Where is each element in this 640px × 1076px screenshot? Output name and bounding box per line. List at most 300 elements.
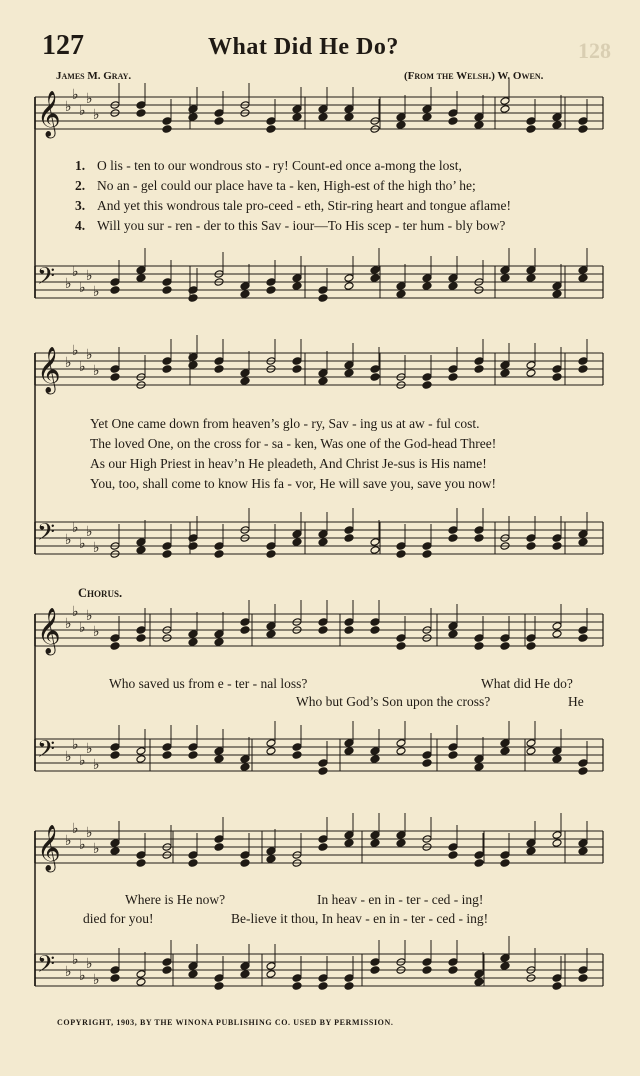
note-head	[552, 113, 562, 122]
note-head	[448, 117, 458, 126]
note-head	[214, 550, 224, 559]
flat-icon: ♭	[79, 753, 86, 769]
flat-icon: ♭	[65, 99, 72, 115]
note-head	[136, 978, 146, 987]
note-head	[162, 125, 172, 134]
note-head	[136, 851, 146, 860]
note-head	[552, 839, 562, 848]
note-head	[266, 847, 276, 856]
verse-line-2-cont: The loved One, on the cross for - sa - ken, Was one of the God-head Three!	[90, 436, 497, 451]
note-head	[318, 294, 328, 303]
note-head	[136, 109, 146, 118]
note-head	[344, 526, 354, 535]
note-head	[162, 958, 172, 967]
note-head	[110, 751, 120, 760]
note-head	[370, 618, 380, 627]
note-head	[344, 113, 354, 122]
note-head	[422, 550, 432, 559]
note-head	[266, 739, 276, 748]
chorus-label: Chorus.	[78, 586, 123, 600]
note-head	[552, 121, 562, 130]
flat-icon: ♭	[72, 821, 79, 837]
note-head	[500, 859, 510, 868]
note-head	[110, 373, 120, 382]
note-head	[240, 377, 250, 386]
note-head	[136, 538, 146, 547]
flat-icon: ♭	[65, 964, 72, 980]
note-head	[136, 747, 146, 756]
flat-icon: ♭	[93, 624, 100, 640]
chorus-lyric-2b: He	[568, 694, 584, 709]
note-head	[474, 526, 484, 535]
note-head	[526, 369, 536, 378]
flat-icon: ♭	[79, 837, 86, 853]
note-head	[266, 962, 276, 971]
note-head	[240, 962, 250, 971]
note-head	[292, 974, 302, 983]
note-head	[448, 282, 458, 291]
note-head	[344, 626, 354, 635]
note-head	[344, 534, 354, 543]
note-head	[474, 357, 484, 366]
note-head	[266, 747, 276, 756]
note-head	[526, 534, 536, 543]
note-head	[500, 105, 510, 114]
flat-icon: ♭	[93, 972, 100, 988]
note-head	[448, 743, 458, 752]
note-head	[136, 755, 146, 764]
flat-icon: ♭	[79, 359, 86, 375]
note-head	[188, 743, 198, 752]
note-head	[578, 974, 588, 983]
note-head	[214, 630, 224, 639]
note-head	[188, 630, 198, 639]
note-head	[578, 125, 588, 134]
note-head	[344, 369, 354, 378]
note-head	[370, 839, 380, 848]
flat-icon: ♭	[86, 741, 93, 757]
note-head	[578, 626, 588, 635]
flat-icon: ♭	[79, 280, 86, 296]
note-head	[136, 859, 146, 868]
flat-icon: ♭	[86, 524, 93, 540]
note-head	[422, 542, 432, 551]
note-head	[292, 982, 302, 991]
note-head	[578, 274, 588, 283]
note-head	[448, 109, 458, 118]
note-head	[344, 618, 354, 627]
flat-icon: ♭	[86, 956, 93, 972]
note-head	[344, 361, 354, 370]
note-head	[318, 618, 328, 627]
note-head	[474, 755, 484, 764]
note-head	[110, 743, 120, 752]
note-head	[474, 113, 484, 122]
note-head	[578, 365, 588, 374]
note-head	[292, 282, 302, 291]
chorus-lyric-3a: Where is He now?	[125, 892, 226, 907]
note-head	[344, 739, 354, 748]
note-head	[110, 278, 120, 287]
bass-clef-icon: 𝄢	[37, 518, 56, 551]
note-head	[370, 538, 380, 547]
note-head	[552, 831, 562, 840]
note-head	[526, 542, 536, 551]
note-head	[214, 755, 224, 764]
treble-clef-icon: 𝄞	[37, 91, 61, 137]
flat-icon: ♭	[93, 841, 100, 857]
note-head	[396, 839, 406, 848]
note-head	[110, 286, 120, 295]
note-head	[422, 113, 432, 122]
note-head	[188, 962, 198, 971]
note-head	[552, 747, 562, 756]
note-head	[422, 274, 432, 283]
note-head	[448, 751, 458, 760]
note-head	[422, 966, 432, 975]
note-head	[292, 274, 302, 283]
note-head	[552, 290, 562, 299]
note-head	[318, 377, 328, 386]
note-head	[370, 274, 380, 283]
note-head	[136, 266, 146, 275]
note-head	[214, 982, 224, 991]
note-head	[292, 357, 302, 366]
note-head	[188, 851, 198, 860]
note-head	[162, 751, 172, 760]
note-head	[578, 839, 588, 848]
note-head	[422, 373, 432, 382]
note-head	[422, 751, 432, 760]
flat-icon: ♭	[93, 107, 100, 123]
note-head	[240, 290, 250, 299]
treble-clef-icon: 𝄞	[37, 347, 61, 393]
note-head	[578, 634, 588, 643]
chorus-lyric-3b: In heav - en in - ter - ced - ing!	[317, 892, 484, 907]
author-credit: James M. Gray.	[56, 70, 132, 82]
flat-icon: ♭	[72, 264, 79, 280]
note-head	[318, 530, 328, 539]
flat-icon: ♭	[72, 520, 79, 536]
note-head	[500, 97, 510, 106]
chorus-lyric-2a: Who but God’s Son upon the cross?	[296, 694, 491, 709]
note-head	[474, 642, 484, 651]
note-head	[266, 117, 276, 126]
note-head	[396, 542, 406, 551]
note-head	[526, 847, 536, 856]
note-head	[448, 526, 458, 535]
note-head	[474, 970, 484, 979]
note-head	[344, 831, 354, 840]
note-head	[578, 847, 588, 856]
note-head	[552, 630, 562, 639]
chorus-lyric-1b: What did He do?	[481, 676, 573, 691]
note-head	[110, 974, 120, 983]
note-head	[370, 373, 380, 382]
note-head	[344, 274, 354, 283]
note-head	[266, 622, 276, 631]
note-head	[578, 538, 588, 547]
note-head	[136, 101, 146, 110]
note-head	[214, 542, 224, 551]
bass-clef-icon: 𝄢	[37, 262, 56, 295]
note-head	[110, 642, 120, 651]
note-head	[136, 626, 146, 635]
flat-icon: ♭	[86, 608, 93, 624]
verse-line-4-cont: You, too, shall come to know His fa - vor, He will save you, save you now!	[90, 476, 497, 491]
flat-icon: ♭	[72, 952, 79, 968]
note-head	[266, 286, 276, 295]
flat-icon: ♭	[65, 276, 72, 292]
flat-icon: ♭	[65, 833, 72, 849]
note-head	[214, 843, 224, 852]
note-head	[292, 530, 302, 539]
note-head	[214, 109, 224, 118]
note-head	[344, 974, 354, 983]
copyright-notice: COPYRIGHT, 1903, BY THE WINONA PUBLISHING CO. USED BY PERMISSION.	[57, 1018, 394, 1027]
note-head	[266, 855, 276, 864]
flat-icon: ♭	[93, 757, 100, 773]
note-head	[344, 105, 354, 114]
note-head	[370, 747, 380, 756]
note-head	[500, 642, 510, 651]
note-head	[344, 282, 354, 291]
note-head	[552, 542, 562, 551]
note-head	[422, 958, 432, 967]
note-head	[240, 282, 250, 291]
note-head	[474, 121, 484, 130]
note-head	[266, 550, 276, 559]
note-head	[552, 282, 562, 291]
note-head	[162, 278, 172, 287]
note-head	[240, 851, 250, 860]
note-head	[214, 638, 224, 647]
note-head	[318, 369, 328, 378]
note-head	[370, 755, 380, 764]
note-head	[422, 282, 432, 291]
note-head	[448, 365, 458, 374]
hymn-title: What Did He Do?	[208, 34, 399, 60]
note-head	[240, 618, 250, 627]
note-head	[370, 626, 380, 635]
note-head	[578, 966, 588, 975]
verse-line-1: 1. O lis - ten to our wondrous sto - ry! Count-ed once a-mong the lost,	[75, 158, 462, 173]
note-head	[422, 759, 432, 768]
note-head	[188, 751, 198, 760]
note-head	[318, 835, 328, 844]
treble-clef-icon: 𝄞	[37, 608, 61, 654]
note-head	[578, 266, 588, 275]
note-head	[552, 755, 562, 764]
note-head	[240, 755, 250, 764]
note-head	[474, 365, 484, 374]
note-head	[474, 634, 484, 643]
note-head	[526, 361, 536, 370]
note-head	[240, 859, 250, 868]
note-head	[136, 634, 146, 643]
flat-icon: ♭	[65, 355, 72, 371]
note-head	[370, 365, 380, 374]
flat-icon: ♭	[93, 284, 100, 300]
note-head	[214, 835, 224, 844]
note-head	[396, 121, 406, 130]
note-head	[396, 282, 406, 291]
note-head	[448, 274, 458, 283]
note-head	[266, 970, 276, 979]
note-head	[318, 974, 328, 983]
hymn-number: 127	[42, 30, 84, 61]
note-head	[162, 542, 172, 551]
note-head	[344, 747, 354, 756]
note-head	[162, 365, 172, 374]
flat-icon: ♭	[65, 616, 72, 632]
note-head	[578, 767, 588, 776]
note-head	[500, 747, 510, 756]
note-head	[266, 125, 276, 134]
note-head	[344, 839, 354, 848]
note-head	[396, 642, 406, 651]
note-head	[526, 266, 536, 275]
bass-clef-icon: 𝄢	[37, 950, 56, 983]
flat-icon: ♭	[86, 91, 93, 107]
bleed-through-number: 128	[578, 38, 611, 63]
flat-icon: ♭	[86, 268, 93, 284]
note-head	[526, 634, 536, 643]
note-head	[448, 373, 458, 382]
note-head	[552, 373, 562, 382]
flat-icon: ♭	[65, 749, 72, 765]
flat-icon: ♭	[86, 347, 93, 363]
note-head	[318, 843, 328, 852]
note-head	[526, 747, 536, 756]
chorus-lyric-1a: Who saved us from e - ter - nal loss?	[109, 676, 308, 691]
chorus-lyric-4a: died for you!	[83, 911, 154, 926]
verse-line-4: 4. Will you sur - ren - der to this Sav - iour—To His scep - ter hum - bly bow?	[75, 218, 506, 233]
note-head	[162, 550, 172, 559]
note-head	[188, 638, 198, 647]
flat-icon: ♭	[79, 968, 86, 984]
note-head	[500, 266, 510, 275]
note-head	[318, 626, 328, 635]
note-head	[292, 751, 302, 760]
composer-credit: (From the Welsh.) W. Owen.	[404, 70, 544, 82]
note-head	[188, 970, 198, 979]
note-head	[162, 966, 172, 975]
flat-icon: ♭	[72, 87, 79, 103]
note-head	[292, 538, 302, 547]
note-head	[370, 966, 380, 975]
note-head	[500, 739, 510, 748]
note-head	[500, 274, 510, 283]
note-head	[188, 859, 198, 868]
note-head	[474, 534, 484, 543]
note-head	[214, 117, 224, 126]
note-head	[552, 622, 562, 631]
note-head	[448, 622, 458, 631]
note-head	[266, 542, 276, 551]
note-head	[552, 974, 562, 983]
note-head	[422, 105, 432, 114]
note-head	[110, 839, 120, 848]
note-head	[578, 530, 588, 539]
flat-icon: ♭	[79, 103, 86, 119]
flat-icon: ♭	[72, 737, 79, 753]
note-head	[448, 630, 458, 639]
flat-icon: ♭	[72, 343, 79, 359]
note-head	[448, 534, 458, 543]
note-head	[266, 630, 276, 639]
note-head	[110, 847, 120, 856]
note-head	[214, 365, 224, 374]
note-head	[526, 274, 536, 283]
note-head	[552, 365, 562, 374]
note-head	[578, 759, 588, 768]
note-head	[500, 954, 510, 963]
flat-icon: ♭	[86, 825, 93, 841]
note-head	[214, 357, 224, 366]
note-head	[396, 831, 406, 840]
note-head	[292, 105, 302, 114]
note-head	[526, 739, 536, 748]
note-head	[578, 117, 588, 126]
note-head	[552, 534, 562, 543]
note-head	[292, 743, 302, 752]
note-head	[292, 365, 302, 374]
note-head	[240, 369, 250, 378]
note-head	[370, 831, 380, 840]
note-head	[578, 357, 588, 366]
note-head	[240, 970, 250, 979]
note-head	[500, 361, 510, 370]
note-head	[162, 743, 172, 752]
note-head	[552, 982, 562, 991]
flat-icon: ♭	[93, 363, 100, 379]
note-head	[318, 982, 328, 991]
verse-line-3-cont: As our High Priest in heav’n He pleadeth, And Christ Je-sus is His name!	[90, 456, 487, 471]
note-head	[136, 274, 146, 283]
note-head	[136, 546, 146, 555]
note-head	[240, 763, 250, 772]
note-head	[474, 763, 484, 772]
note-head	[318, 759, 328, 768]
note-head	[292, 113, 302, 122]
flat-icon: ♭	[93, 540, 100, 556]
chorus-lyric-4b: Be-lieve it thou, In heav - en in - ter - ced - ing!	[231, 911, 489, 926]
note-head	[110, 966, 120, 975]
flat-icon: ♭	[79, 620, 86, 636]
note-head	[370, 266, 380, 275]
note-head	[526, 125, 536, 134]
note-head	[396, 747, 406, 756]
bass-clef-icon: 𝄢	[37, 735, 56, 768]
note-head	[110, 365, 120, 374]
note-head	[318, 113, 328, 122]
note-head	[162, 357, 172, 366]
flat-icon: ♭	[72, 604, 79, 620]
note-head	[370, 546, 380, 555]
note-head	[318, 767, 328, 776]
note-head	[526, 839, 536, 848]
note-head	[396, 739, 406, 748]
note-head	[266, 278, 276, 287]
treble-clef-icon: 𝄞	[37, 825, 61, 871]
verse-line-2: 2. No an - gel could our place have ta - ken, High-est of the high tho’ he;	[75, 178, 476, 193]
note-head	[318, 538, 328, 547]
note-head	[318, 286, 328, 295]
flat-icon: ♭	[79, 536, 86, 552]
note-head	[448, 843, 458, 852]
note-head	[110, 634, 120, 643]
